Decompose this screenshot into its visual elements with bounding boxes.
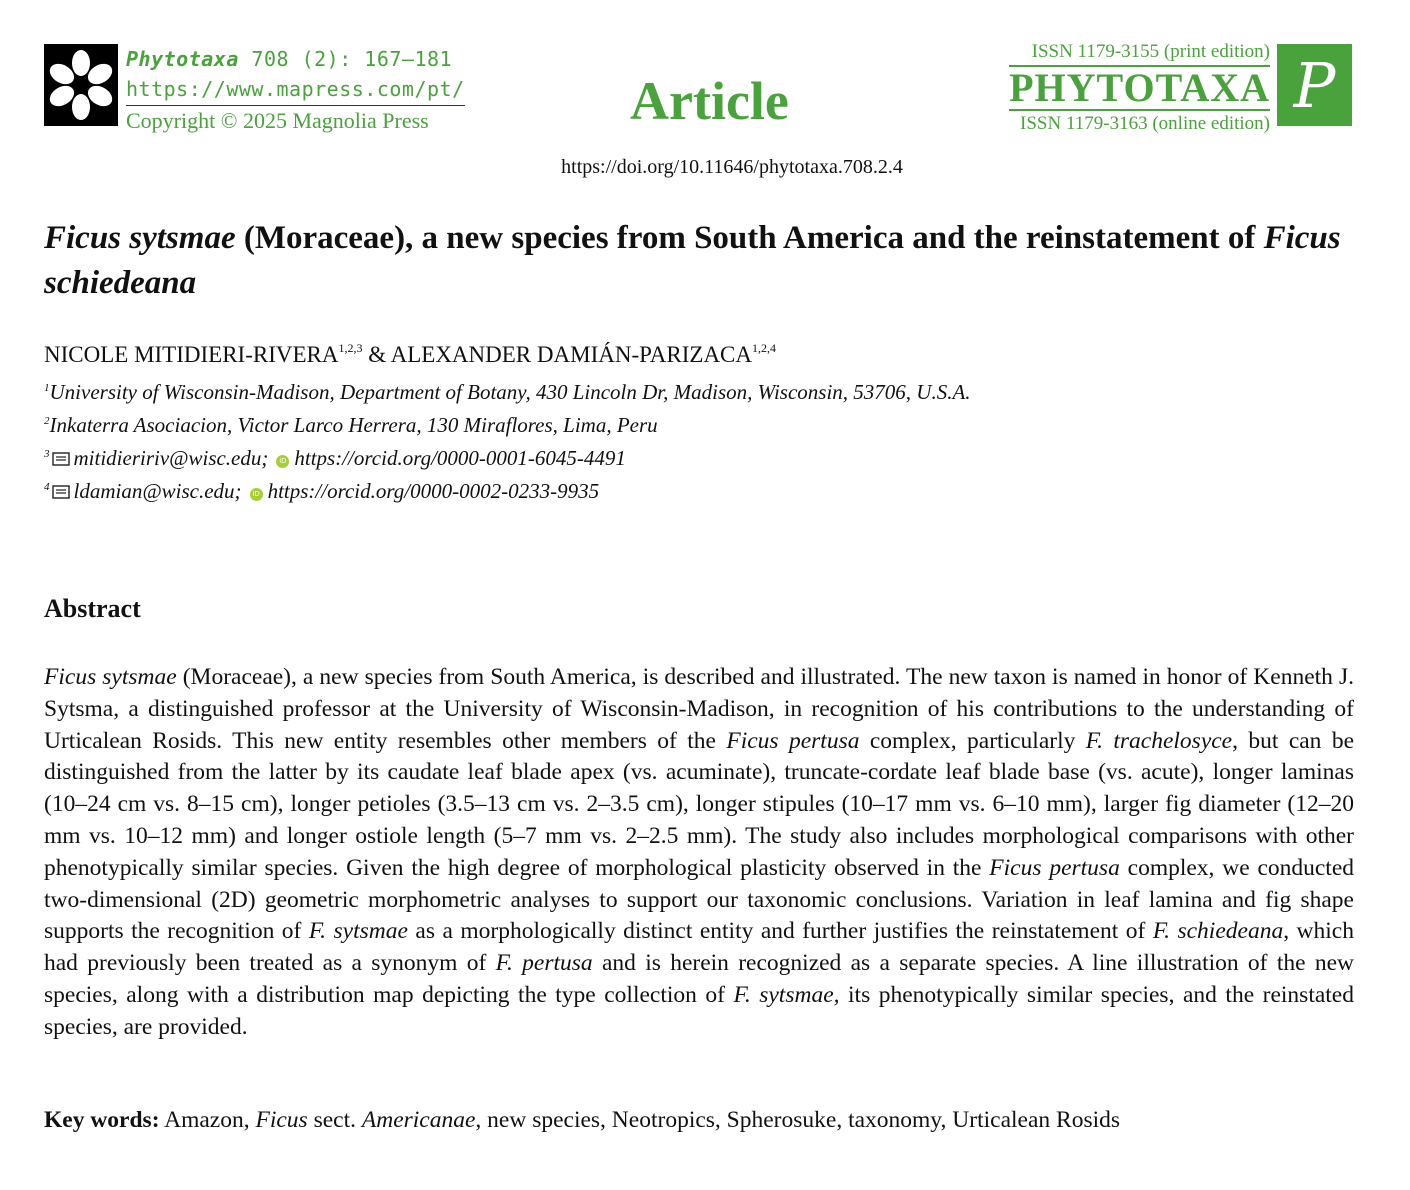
affiliation-item [44,374,971,407]
journal-banner: PHYTOTAXA [1009,65,1270,110]
abstract-fragment: and is herein recognized as a separate species. A line illustration of the new species, along with a distribution map depicting the type collection of [44,950,1354,1008]
contact-item [44,440,971,473]
article-type-label: Article [630,71,789,131]
journal-citation [126,44,465,74]
doi-link[interactable]: https://doi.org/10.11646/phytotaxa.708.2.4 [561,156,903,178]
species-name: F. sytsmae [308,918,408,945]
volume-pages: 708 (2): 167–181 [238,47,453,71]
keyword-text: Americanae [361,1107,476,1133]
author-list [44,341,776,368]
author-separator: & [362,342,391,367]
affiliation-item [44,407,971,440]
email-link[interactable]: mitidieririv@wisc.edu; [73,446,269,470]
issn-block [1009,40,1270,136]
affiliation-number: 3 [44,448,50,460]
keywords-label: Key words: [44,1107,160,1133]
email-link[interactable]: ldamian@wisc.edu; [73,479,242,503]
article-title [44,216,1344,306]
abstract-fragment: complex, we conducted two-dimensional (2D) geometric morphometric analyses to support our taxonomic conclusions. Variation in leaf lamina and fig shape supports the recognition of [44,854,1355,945]
orcid-icon: iD [250,488,263,501]
abstract-fragment: its phenotypically similar species, and the reinstated species, are provided. [44,981,1354,1040]
affiliation-number: 2 [44,415,50,427]
author-superscript: 1,2,3 [338,341,363,355]
keyword-text: Amazon, [159,1107,256,1133]
journal-url-link[interactable]: https://www.mapress.com/pt/ [126,74,465,106]
keyword-text: Ficus [255,1107,308,1133]
abstract-heading: Abstract [44,594,141,623]
keyword-text: , new species, Neotropics, Spherosuke, taxonomy, Urticalean Rosids [475,1107,1121,1133]
keyword-text: sect. [307,1107,362,1133]
species-name: F. sytsmae, [733,981,840,1008]
affiliations [44,374,971,506]
abstract-fragment: , which had previously been treated as a synonym of [44,918,1354,977]
title-reinstated-species: Ficus schiedeana [44,220,1341,301]
author-superscript: 1,2,4 [752,341,777,355]
journal-name: Phytotaxa [126,47,239,71]
author-name: NICOLE MITIDIERI-RIVERA [44,342,339,367]
abstract-fragment: , but can be distinguished from the latter by its caudate leaf blade apex (vs. acuminate), truncate-cordate leaf blade base (vs. acute), longer laminas (10–24 cm vs. 8–15 cm), longer petioles (3.5–13 cm vs. 2–3.5 cm), longer stipules (10–17 mm vs. 6–10 mm), larger fig diameter (12–20 mm vs. 10–12 mm) and longer ostiole length (5–7 mm vs. 2–2.5 mm). The study also includes morphological comparisons with other phenotypically similar species. Given the high degree of morphological plasticity observed in the [44,727,1355,881]
species-name: Ficus sytsmae [44,664,177,690]
orcid-icon: iD [276,455,289,468]
mail-icon [52,452,70,466]
issn-print: ISSN 1179-3155 (print edition) [1031,41,1270,62]
copyright-notice: Copyright © 2025 Magnolia Press [126,108,429,133]
abstract-fragment: (Moraceae), a new species from South America, is described and illustrated. The new taxon is named in honor of Kenneth J. Sytsma, a distinguished professor at the University of Wisconsin-Madison, in recognition of his contributions to the understanding of Urticalean Rosids. This new entity resembles other members of the [44,664,1354,754]
species-name: F. pertusa [495,950,593,977]
author-name: ALEXANDER DAMIÁN-PARIZACA [390,342,753,367]
contact-item [44,473,971,506]
mail-icon [52,485,70,499]
orcid-link[interactable]: https://orcid.org/0000-0001-6045-4491 [294,446,626,470]
journal-info [126,44,465,136]
species-name: Ficus pertusa [989,854,1120,881]
orcid-link[interactable]: https://orcid.org/0000-0002-0233-9935 [267,479,600,503]
affiliation-number: 4 [44,481,50,493]
abstract-fragment: as a morphologically distinct entity and further justifies the reinstatement of [407,918,1153,945]
abstract-text [44,662,1354,1044]
affiliation-number: 1 [44,382,50,394]
species-name: Ficus pertusa [726,727,860,754]
title-species-name: Ficus sytsmae [44,220,236,256]
issn-online: ISSN 1179-3163 (online edition) [1020,113,1270,134]
phytotaxa-logo: P [1277,44,1352,126]
keywords [44,1107,1120,1134]
affiliation-text: University of Wisconsin-Madison, Department of Botany, 430 Lincoln Dr, Madison, Wisconsin, 53706, U.S.A. [49,380,971,404]
magnolia-press-flower-logo [44,44,118,126]
species-name: F. trachelosyce [1085,727,1233,754]
title-text: (Moraceae), a new species from South America and the reinstatement of [235,220,1264,256]
abstract-fragment: complex, particularly [859,727,1086,754]
species-name: F. schiedeana [1152,918,1284,945]
affiliation-text: Inkaterra Asociacion, Victor Larco Herrera, 130 Miraflores, Lima, Peru [49,413,658,437]
